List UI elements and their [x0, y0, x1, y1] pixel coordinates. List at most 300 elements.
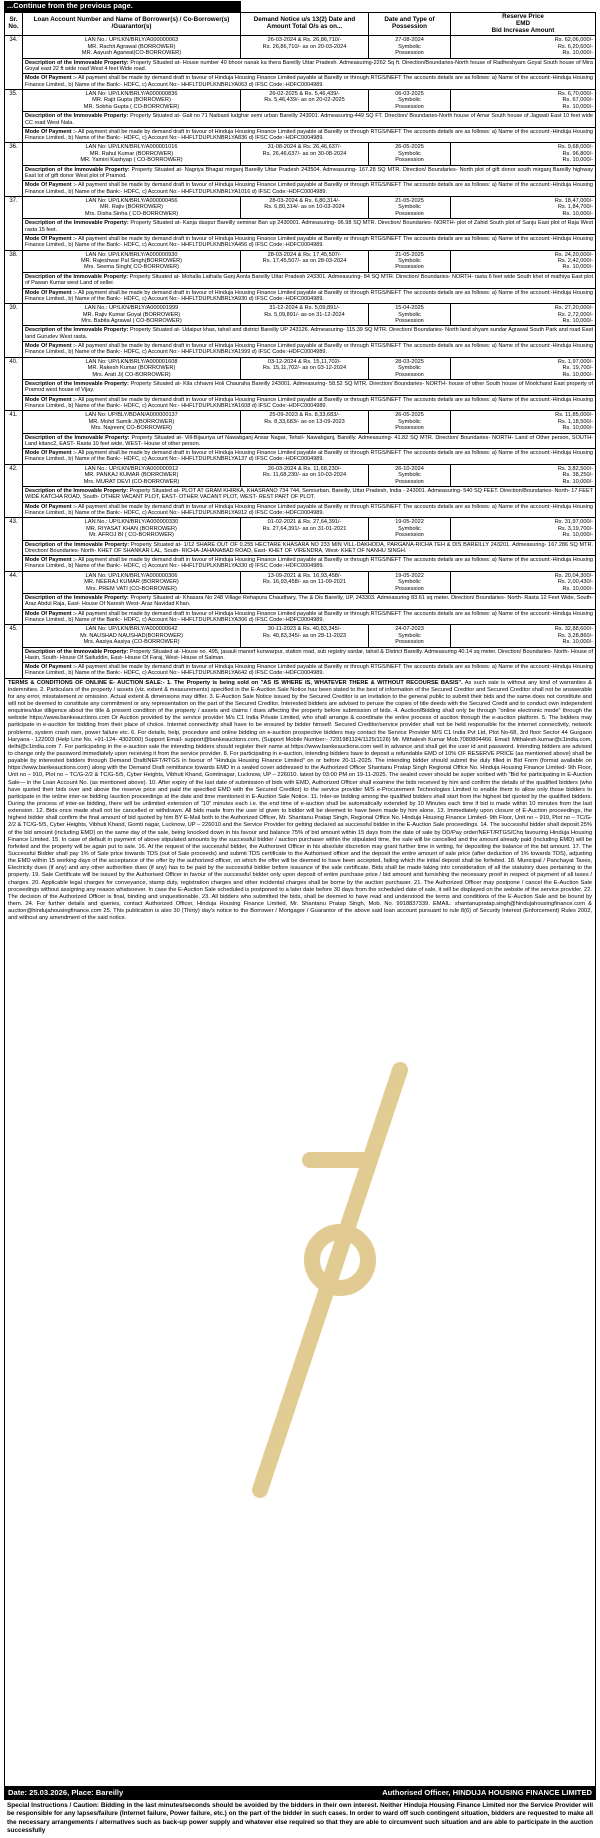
row-loan-cell — [23, 464, 241, 486]
possession-line: Possession — [395, 210, 424, 217]
description-text: Property Situated at- Kila chhavni Holi Chauraha Bareilly 243001. Admeasuring- 58.52 SQ MTR. Direction/ Boundaries- NORTH- house of other South house of Moolchand East property of Pramod west house of Vijay. — [25, 381, 594, 394]
demand-notice-line: 30-11-2023 & Rs. 40,83,345/- — [267, 626, 342, 633]
demand-notice-line: Rs. 5,46,439/- as on 20-02-2025 — [264, 97, 345, 104]
mode-text: All payment shall be made by demand draft in favour of Hinduja Housing Finance Limited payable at Bareilly or through RTGS/NEFT The accounts details are as follows: a) Name of the account:-Hinduja Housing Finance Limited., b) Name of the Bank:- HDFC, c) Account No:- HHFLTDUPLKNBRLYA836 d) IFSC Code:-HDFC0004989. — [25, 128, 593, 142]
possession-line: 21-05-2025 — [395, 251, 424, 258]
row-possession-cell — [369, 571, 451, 593]
row-sr: 36. — [5, 143, 23, 197]
mode-text: All payment shall be made by demand draft in favour of Hinduja Housing Finance Limited payable at Bareilly or through RTGS/NEFT The accounts details are as follows: a) Name of the account:-Hinduja Housing Finance Limited., b) Name of the Bank:- HDFC, c) Account No:- HHFLTDUPLKNBRLYA642 d) IFSC Code:-HDFC0004989. — [25, 664, 593, 677]
description-label: Description of the Immovable Property: — [25, 648, 129, 655]
row-possession-cell — [369, 89, 451, 111]
demand-notice-line: Rs. 15,11,702/- as on 03-12-2024 — [262, 365, 347, 372]
description-label: Description of the Immovable Property: — [25, 541, 130, 548]
loan-account-number: LAN No: UP/LKN/BRLY/A000001016 — [85, 144, 178, 151]
row-reserve-cell — [451, 518, 596, 540]
loan-account-number: LAN No.: UP/LKN/BRLY/A000001999 — [84, 305, 179, 312]
borrower-name: MR. Rahul Kumar (BORROWER) — [89, 150, 174, 157]
row-payment — [5, 127, 596, 143]
mode-label: Mode Of Payment :- — [25, 128, 77, 135]
property-description — [23, 594, 596, 610]
mode-of-payment — [23, 502, 596, 518]
loan-account-number: LAN No.: UP/LKN/BRLY/A000000063 — [84, 37, 179, 44]
possession-line: Symbolic — [398, 150, 421, 157]
possession-line: Symbolic — [398, 579, 421, 586]
row-demand-cell — [241, 197, 369, 219]
mode-of-payment — [23, 663, 596, 679]
row-demand-cell — [241, 143, 369, 165]
header-demand: Demand Notice u/s 13(2) Date and Amount Total O/s as on... — [241, 12, 369, 36]
row-payment — [5, 288, 596, 304]
mode-label: Mode Of Payment :- — [25, 503, 77, 510]
table-row — [5, 411, 596, 433]
mode-of-payment — [23, 288, 596, 304]
description-label: Description of the Immovable Property: — [25, 59, 129, 66]
demand-notice-line: Rs. 11,68,230/- as on 10-03-2024 — [262, 472, 347, 479]
demand-notice-line: Rs. 8,33,683/- as on 13-09-2023 — [264, 418, 345, 425]
description-text: Property Situated at- Kanja daspur Bareilly seminar Ban up 2430001. Admeasuring- 96.98 SQ MTR. Direction/ Boundaries- NORTH- plot of Zahid South plot of Sanju East plot of Raja West rasta 15 feet. — [25, 220, 594, 233]
table-row — [5, 518, 596, 540]
row-payment — [5, 234, 596, 250]
continue-banner: ...Continue from the previous page. — [4, 1, 241, 12]
reserve-price: Rs. 11,85,000/- — [555, 412, 593, 419]
property-description — [23, 272, 596, 288]
mode-text: All payment shall be made by demand draft in favour of Hinduja Housing Finance Limited payable at Bareilly or through RTGS/NEFT The accounts details are as follows: a) Name of the account:-Hinduja Housing Finance Limited., b) Name of the Bank:- HDFC, c) Account No:- HHFLTDUPLKNBRLYA930 d) IFSC Code:-HDFC0004989. — [25, 289, 593, 302]
row-sr: 41. — [5, 411, 23, 465]
footer-bar — [4, 1787, 596, 1800]
row-payment — [5, 449, 596, 465]
possession-line: Symbolic — [398, 204, 421, 211]
row-loan-cell — [23, 197, 241, 219]
description-text: Property Situated at- PLOT AT GRAM KHIRKA, KHASRANO 734 744, Semiurban, Bareilly, Uttar Pradesh, India - 243001. Admeasuring- 540 SQ FEET. Direction/Boundaries- North- 17 FEET WIDE KATCHA ROAD, South- OTHER VACANT PLOT, EAST- OTHER VACANT PLOT, WEST- REST PART OF PLOT. — [25, 488, 593, 501]
description-label: Description of the Immovable Property: — [25, 327, 129, 334]
borrower-name: Mr. NAUSHAD NAUSHAD(BORROWER) — [80, 632, 183, 639]
demand-notice-line: Rs. 26,46,637/- as on 30-08-2024 — [262, 150, 347, 157]
row-payment — [5, 181, 596, 197]
row-loan-cell — [23, 571, 241, 593]
possession-line: Symbolic — [398, 258, 421, 264]
bid-increase-amount: Rs. 10,000/- — [562, 425, 593, 432]
possession-line: Symbolic — [398, 311, 421, 318]
borrower-name: MR. Aayush Agarwal(CO-BORROWER) — [81, 50, 182, 57]
borrower-name: MR. Rajiv (BORROWER) — [99, 204, 164, 211]
row-reserve-cell — [451, 197, 596, 219]
footer-authority: Authorised Officer, HINDUJA HOUSING FINANCE LIMITED — [382, 1788, 592, 1798]
mode-text: All payment shall be made by demand draft in favour of Hinduja Housing Finance Limited payable at Bareilly or through RTGS/NEFT The accounts details are as follows: a) Name of the account:-Hinduja Housing Finance Limited., b) Name of the Bank:- HDFC, c) Account No:- HHFLTDUPLKNBRLYA1016 d) IFSC Code:-HDFC0004989. — [25, 182, 593, 195]
row-description — [5, 647, 596, 663]
description-label: Description of the Immovable Property: — [25, 434, 130, 441]
possession-line: Symbolic — [398, 525, 421, 532]
demand-notice-line: 13-09-2021 & Rs. 16,93,458/- — [267, 572, 342, 579]
possession-line: Possession — [395, 264, 424, 271]
row-demand-cell — [241, 464, 369, 486]
emd-amount: Rs. 38,250/- — [562, 472, 593, 479]
row-loan-cell — [23, 411, 241, 433]
row-description — [5, 112, 596, 128]
mode-label: Mode Of Payment :- — [25, 75, 77, 82]
loan-account-number: LAN No.: UP/LKN/BRLY/A000000330 — [84, 519, 179, 526]
reserve-price: Rs. 31,97,000/- — [554, 519, 593, 526]
reserve-price: Rs. 6,70,000/- — [557, 90, 593, 97]
mode-label: Mode Of Payment :- — [25, 343, 77, 350]
possession-line: Possession — [395, 318, 424, 324]
row-sr: 37. — [5, 197, 23, 251]
borrower-name: Mrs. Arati Ji( CO-BORROWER) — [92, 371, 171, 378]
row-possession-cell — [369, 357, 451, 379]
bid-increase-amount: Rs. 10,000/- — [562, 157, 593, 164]
description-text: Property Situated at- House number 40 bhoor nanak ka thera Bareilly Uttar Pradesh. Admeasuring-2262 Sq ft. Direction/Boundaries-North house of Radheshyam Goyal South house of Mira Goyal east 22 ft wide road West 4 feet Wide road. — [25, 59, 593, 73]
header-bid-label: Bid Increase Amount — [491, 26, 555, 34]
property-description — [23, 540, 596, 556]
table-row — [5, 357, 596, 379]
mode-of-payment — [23, 609, 596, 625]
mode-of-payment — [23, 395, 596, 411]
borrower-name: MR. Rajit Gupta (BORROWER) — [92, 97, 171, 104]
borrower-name: MR. Yamini Kashyap ( CO-BORROWER) — [80, 157, 183, 164]
borrower-name: MR. Rachit Agrawal (BORROWER) — [87, 43, 176, 50]
demand-notice-line: 26-03-2024 & Rs. 26,86,710/- — [267, 37, 342, 44]
reserve-price: Rs. 32,88,600/- — [554, 626, 593, 633]
loan-account-number: LAN No: UP/LKN/BRLY/A000000836 — [85, 90, 178, 97]
mode-label: Mode Of Payment :- — [25, 235, 77, 242]
borrower-name: Mrs. Babita Agrawal ( CO-BORROWER) — [81, 318, 182, 324]
possession-line: 27-08-2024 — [395, 37, 424, 44]
row-reserve-cell — [451, 625, 596, 647]
emd-amount: Rs. 2,00,430/- — [557, 579, 593, 586]
possession-line: Possession — [395, 639, 424, 646]
property-description — [23, 647, 596, 663]
possession-line: Possession — [395, 50, 424, 57]
demand-notice-line: Rs. 6,80,314/- as on 10-03-2024 — [264, 204, 345, 211]
possession-line: Possession — [395, 532, 424, 539]
table-row — [5, 197, 596, 219]
table-row — [5, 250, 596, 272]
row-reserve-cell — [451, 36, 596, 58]
mode-text: All payment shall be made by demand draft in favour of Hinduja Housing Finance Limited payable at Bareilly or through RTGS/NEFT The accounts details are as follows: a) Name of the account:-Hinduja Housing Finance Limited., b) Name of the Bank:- HDFC, c) Account No:- HHFLTDUPLKNBRLYA912 d) IFSC Code:-HDFC0004989. — [25, 503, 593, 516]
row-description — [5, 272, 596, 288]
bid-increase-amount: Rs. 10,000/- — [562, 478, 593, 485]
row-possession-cell — [369, 36, 451, 58]
mode-of-payment — [23, 342, 596, 358]
demand-notice-line: Rs. 27,64,391/- as on 31-01-2021 — [262, 525, 347, 532]
mode-label: Mode Of Payment :- — [25, 396, 77, 403]
description-text: Property Situated at- Nagriya Bhagat mirganj Bareilly Uttar Pradesh 243504. Admeasuring- 167.28 SQ MTR. Direction/ Boundaries- North plot of gift donor south mirganj Bareilly highway East lot of gift donor West plot of Pramod. — [25, 166, 594, 180]
row-loan-cell — [23, 250, 241, 272]
demand-notice-line: Rs. 40,83,345/- as on 28-11-2023 — [262, 632, 347, 639]
loan-account-number: LAN No: UP/LKN/BRLY/A000001608 — [85, 358, 178, 365]
mode-label: Mode Of Payment :- — [25, 289, 77, 296]
row-description — [5, 433, 596, 449]
reserve-price: Rs. 18,47,000/- — [554, 198, 593, 204]
row-sr: 40. — [5, 357, 23, 411]
borrower-name: Mrs. Seema Singh( CO-BORROWER) — [83, 264, 180, 271]
row-payment — [5, 74, 596, 90]
description-text: Property Situated at- 1/12 SHARE OUT OF 0.255 HECTARE KHASARA NO 233 MIN VILL-DAKHODA, PARGANA-RICHA TEH & DIS BAREILLY 243201. Admeasuring- 167.286 SQ MTR. Direction/ Boundaries- North- KHET OF SHANKAR LAL, South- RICHA-JAHANABAD ROAD, East- KHET OF VIRENDRA, West- KHET OF NANHU SINGH. — [25, 541, 593, 554]
row-demand-cell — [241, 411, 369, 433]
row-sr: 39. — [5, 304, 23, 358]
mode-text: All payment shall be made by demand draft in favour of Hinduja Housing Finance Limited payable at Bareilly or through RTGS/NEFT The accounts details are as follows: a) Name of the account:-Hinduja Housing Finance Limited., b) Name of the Bank:- HDFC, c) Account No:- HHFLTDUPLKNBRLYA330 d) IFSC Code:-HDFC0004989. — [25, 557, 593, 570]
row-loan-cell — [23, 36, 241, 58]
description-label: Description of the Immovable Property: — [25, 166, 130, 173]
terms-body: As such sale is without any kind of warranties & indemnities. 2. Particulars of the property / assets (viz. extent & measurements) specified in the E-Auction Sale Notice has been stated to the best of information of the Secured Creditor and Secured Creditor shall not be answerable for any error, misstatement or omission. Actual extent & dimensions may differ. 3. E-Auction Sale Notice issued by the Secured Creditor is an invitation to the general public to submit their bids and the same does not constitute and will not be deemed to constitute any commitment or any representation on the part of the Secured Creditor. Interested bidders are advised to peruse the copies of title deeds with the Secured Credit and to conduct own independent enquiries/due diligence about the title & present condition of the property / assets and claims / dues affecting the property before submission of bids. 4. Auction/Bidding shall only be through "online electronic mode" through the website https://www.bankeauctions.com Or Auction provided by the service provider M/s C1 India Private Limited, who shall arrange & coordinate the entire process of auction through the e-auction platform. 5. The bidders may participate in e-auction for bidding from their place of choice. Internet connectivity shall have to be ensured by bidder himself. Secured Creditor/service provider shall not be held responsible for the internet connectivity, network problems, system crash own, power failure etc. 6. For details, help, procedure and online bidding on e-auction prospective bidders may contact the Service Provider M/S C1 India Pvt Ltd, Plot No-68, 3rd floor Sector 44 Gurgaon Haryana - 122003 (Help Line No. +91-124- 4302000) Support Email- support@bankeauctions.com, (Support Mobile Number:- 7291981124/1125/1126) Mr. Mithalesh Kumar Mob.7080804466. Email: Mithalesh.kumar@c1india.com, delhi@c1india.com 7. For participating in the e-auction sale the intending bidders should register their name at https://www.bankeauctions.com well in advance and shall get the user id and password. Intending bidders are advised to change only the password immediately upon receiving it from the service provider. 8. For participating in e-auction, intending bidders have to deposit a refundable EMD of 10% OF RESERVE PRICE (as mentioned above) shall be payable by interested bidders through Demand Draft/NEFT/RTGS in favour of "Hinduja Housing Finance Limited" on or before 20-11-2025. The intending bidder should submit the duly filled in Bid Form (format available on https://www.bankeauctions.com) along with the Demand Draft remittance towards EMD in a sealed cover addressed to the Authorized Officer Shantanu Pratap Singh Regional Office No. Hinduja Housing Finance Limited- 9th Floor, Unit no – 910, Plot no – TC/G-2/2 & TC/G-5/5, Cyber Heights, Vibhuti Khand, Gomtinagar, Lucknow, UP – 226010. latest by 03:00 PM on 19-11-2025. The sealed cover should be super scribed with "Bid for participating in E-Auction Sale— in the Loan Account No. (as mentioned above). 10. After expiry of the last date of submission of bids with EMD, Authorized Officer shall examine the bids received by him and confirm the details of the qualified bidders (who have quoted their bids over and above the reserve price and paid the specified EMD with the Secured Creditor) to the service provider M/S e-Procurement Technologies Limited to enable them to allow only those bidders to participate in the online inter-se bidding /auction proceedings at the date and time mentioned in E-Auction Sale Notice. 11. Inter-se bidding among the qualified bidders shall start from the highest bid quoted by the qualified bidders. During the process of inter-se bidding, there will be unlimited extension of "10" minutes each i.e. the end time of e-auction shall be automatically extended by 10 Minutes each time if bid is made within 10 minutes from the last extension. 12. Bids once made shall not be cancelled or withdrawn. All bids made from the user id given to bidder will be deemed to have been made by him alone. 13. Immediately upon closure of E-Auction proceedings, the highest bidder shall confirm the final amount of bid quoted by him BY E-Mail both to the Authorized Officer, Mr. Shantanu Pratap Singh, Regional Office No. Hinduja Housing Finance Limited- 9th Floor, Unit no – 910, Plot no – TC/G-2/2 & TC/G-5/5, Cyber Heights, Vibhuti Khand, Gomti nagar, Lucknow, UP – 226010 and the Service Provider for getting declared as successful bidder in the E-Auction Sale proceedings. 14. The successful bidder shall deposit 25% of the bid amount (including EMD) on the same day of the sale, being knocked down in his favour and balance 75% of bid amount within 15 days from the date of sale by DD/Pay order/NEFT/RTGS/Chq favouring Hinduja Housing Finance Limited. 15. In case of default in payment of above stipulated amounts by the successful bidder / auction purchaser within the stipulated time, the sale will be cancelled and the amount already paid (including EMD) will be forfeited and the property will be again put to sale. 16. At the request of the successful bidder, the Authorized Officer in his absolute discretion may grant further time in writing, for depositing the balance of the bid amount. 17. The Successful Bidder shall pay 1% of Sale price towards TDS (out of Sale proceeds) and submit TDS certificate to the Authorised officer and the deposit the entire amount of sale price (after deduction of 1% towards TDS), adjusting the EMD within 15 working days of the acceptance of the offer by the authorized officer, on which the offer will be deemed to have been accepted, failing which the initial deposit shall be forfeited. 18. Municipal / Panchayat Taxes, Electricity dues (if any) and any other authorities dues (if any) has to be paid by the successful bidder before issuance of the sale certificate. Bids shall be made taking into consideration of all the statutory dues pertaining to the property. 19. Sale Certificate will be issued by the Authorised Officer in favour of the successful bidder only upon deposit of entire purchase price / bid amount and furnishing the necessary proof in respect of payment of all taxes / charges. 20. Applicable legal charges for conveyance, stamp duty, registration charges and other incidental charges shall be borne by the auction purchaser. 21. The Authorized Officer may postpone / cancel the E-Auction Sale proceedings without assigning any reason whatsoever. In case the E-Auction Sale scheduled is postponed to a later date before 30 days from the scheduled date of sale, it will be displayed on the website of the service provider. 22. The decision of the Authorized Officer is final, binding and unquestionable. 23. All bidders who submitted the bids, shall be deemed to have read and understood the terms and conditions of the E-Auction Sale and be bound by them. 24. For further details and queries, contact Authorized Officer, Hinduja Housing Finance Limited, Mr. Shantanu Pratap Singh, Mob. No. 9918837339. EMAIL: shantanupratap.singh@hindujahousingfinance.com & auction@hindujahousingfinance.com 25. This publication is also 30 (Thirty) day's notice to the Borrower / Mortgagor / Guarantor of the above said loan account pursuant to rule 8(6) of Security Interest (Enforcement) Rules 2002, and without any amendment of the said notice. — [8, 679, 592, 922]
demand-notice-line: 28-03-2024 & Rs. 6,80,314/- — [269, 198, 340, 204]
header-reserve — [451, 12, 596, 36]
row-possession-cell — [369, 518, 451, 540]
row-sr: 44. — [5, 571, 23, 625]
mode-of-payment — [23, 181, 596, 197]
emd-amount: Rs. 2,72,000/- — [557, 311, 593, 318]
row-payment — [5, 556, 596, 572]
table-row — [5, 143, 596, 165]
row-description — [5, 326, 596, 342]
borrower-name: Mrs. PREM VATI (CO-BORROWER) — [86, 585, 177, 592]
possession-line: 24-07-2023 — [395, 626, 424, 633]
borrower-name: Mrs. Najreen( CO-BORROWER) — [90, 425, 173, 432]
possession-line: Symbolic — [398, 418, 421, 425]
borrower-name: MR. Rajeshwar Pal Singh(BORROWER) — [80, 258, 183, 264]
emd-amount: Rs. 96,800/- — [562, 150, 593, 157]
possession-line: Symbolic — [398, 472, 421, 479]
row-description — [5, 165, 596, 181]
mode-of-payment — [23, 556, 596, 572]
row-reserve-cell — [451, 411, 596, 433]
row-sr: 45. — [5, 625, 23, 679]
row-description — [5, 219, 596, 235]
bid-increase-amount: Rs. 10,000/- — [562, 50, 593, 57]
possession-line: Possession — [395, 371, 424, 378]
row-sr: 35. — [5, 89, 23, 143]
row-demand-cell — [241, 304, 369, 326]
loan-account-number: LAN No: UP/LKN/BRLY/A000000306 — [85, 572, 178, 579]
reserve-price: Rs. 1,97,000/- — [557, 358, 593, 365]
row-payment — [5, 342, 596, 358]
borrower-name: Mrs. Disha Sinha ( CO-BORROWER) — [84, 210, 179, 217]
reserve-price: Rs. 9,68,000/- — [557, 144, 593, 151]
row-possession-cell — [369, 250, 451, 272]
table-body — [5, 36, 596, 678]
row-reserve-cell — [451, 89, 596, 111]
footer-date-place: Date: 25.03.2026, Place: Bareilly — [8, 1788, 124, 1798]
property-description — [23, 487, 596, 503]
row-demand-cell — [241, 357, 369, 379]
mode-of-payment — [23, 127, 596, 143]
loan-account-number: LAN No: UP/LKN/BRLY/A000000642 — [85, 626, 178, 633]
header-possession: Date and Type of Possession — [369, 12, 451, 36]
table-row — [5, 625, 596, 647]
borrower-name: MR. Rakesh Kumar (BORROWER) — [87, 365, 176, 372]
table-row — [5, 89, 596, 111]
possession-line: Symbolic — [398, 632, 421, 639]
row-sr: 34. — [5, 36, 23, 90]
emd-amount: Rs. 1,18,500/- — [557, 418, 593, 425]
possession-line: 19-05-2022 — [395, 572, 424, 579]
header-emd-label: EMD — [516, 19, 530, 27]
reserve-price: Rs. 3,82,500/- — [557, 465, 593, 472]
mode-text: All payment shall be made by demand draft in favour of Hinduja Housing Finance Limited payable at Bareilly or through RTGS/NEFT The accounts details are as follows: a) Name of the account:-Hinduja Housing Finance Limited., b) Name of the Bank:- HDFC, c) Account No:- HHFLTDUPLKNBRLYA306 d) IFSC Code:-HDFC0004989. — [25, 610, 593, 623]
row-possession-cell — [369, 143, 451, 165]
demand-notice-line: 01-02-2021 & Rs. 27,64,391/- — [267, 519, 342, 526]
description-label: Description of the Immovable Property: — [25, 220, 129, 227]
row-payment — [5, 609, 596, 625]
bid-increase-amount: Rs. 10,000/- — [562, 532, 593, 539]
demand-notice-line: 31-08-2024 & Rs. 26,46,637/- — [267, 144, 342, 151]
property-description — [23, 219, 596, 235]
property-description — [23, 165, 596, 181]
row-demand-cell — [241, 250, 369, 272]
borrower-name: MR. PANKAJ KUMAR (BORROWER) — [84, 472, 179, 479]
possession-line: Possession — [395, 425, 424, 432]
description-text: Property Situated at- Khasara No 248 Village Rehapura Chaudhary, The & Dis Bareilly, UP, 243303. Admeasuring 83.61 sq meter. Direction/ Boundaries- North- Rasta 12 Feet Wide, South- Araz Abdul Raja, East- House Of Naresh West- Araz Navidad Khan. — [25, 595, 593, 608]
description-text: Property Situated at- Gali no 71 Naibasti katghar semi urban Bareilly 243001. Admeasuring-449 SQ FT. Direction/ Boundaries-North house of Amar South house of Jagwati East 10 feet wide CC road West Nala. — [25, 113, 593, 126]
row-description — [5, 58, 596, 74]
row-loan-cell — [23, 625, 241, 647]
loan-account-number: LAN No: UP/LKN/BRLY/A000000456 — [85, 198, 178, 204]
mode-label: Mode Of Payment :- — [25, 450, 77, 457]
row-demand-cell — [241, 89, 369, 111]
demand-notice-line: 25-09-2023 & Rs. 8,33,683/- — [269, 412, 340, 419]
demand-notice-line: Rs. 16,93,458/- as on 11-09-2021 — [262, 579, 347, 586]
description-label: Description of the Immovable Property: — [25, 488, 129, 495]
header-reserve-label: Reserve Price — [502, 12, 544, 20]
description-text: Property Situated at- Mohalla Lathaila Ganj Aonla Bareilly Uttar Pradesh 243301. Admeasuring- 84 SQ MTR. Direction/ Boundaries- NORTH- rasta 6 feet wide South khet of mathiya East plot of Pawan Kumar west Land of seller. — [25, 273, 594, 287]
emd-amount: Rs. 19,700/- — [562, 365, 593, 372]
mode-of-payment — [23, 234, 596, 250]
possession-line: 26-05-2025 — [395, 412, 424, 419]
emd-amount: Rs. 6,20,600/- — [557, 43, 593, 50]
row-reserve-cell — [451, 357, 596, 379]
mode-label: Mode Of Payment :- — [25, 182, 77, 189]
mode-of-payment — [23, 74, 596, 90]
description-text: Property Situated at- Udaipur khas, tahsil and district Bareilly UP 243126. Admeasuring- 115.39 SQ MTR. Direction/ Boundaries- North land shyam sundar Agrawal South Park and road East land Gurudev West rasta. — [25, 327, 594, 340]
mode-text: All payment shall be made by demand draft in favour of Hinduja Housing Finance Limited payable at Bareilly or through RTGS/NEFT The accounts details are as follows: a) Name of the account:-Hinduja Housing Finance Limited., b) Name of the Bank:- HDFC, c) Account No:- HHFLTDUPLKNBRLYA063 d) IFSC Code:-HDFC0004989. — [25, 75, 593, 88]
table-row — [5, 464, 596, 486]
demand-notice-line: Rs. 17,45,507/- as on 28-03-2024 — [262, 258, 347, 264]
loan-account-number: LAN No: UP/BLY/BDAN/A000000137 — [85, 412, 178, 419]
possession-line: 21-05-2025 — [395, 198, 424, 204]
emd-amount: Rs. 2,42,000/- — [557, 258, 593, 264]
property-table — [4, 12, 596, 679]
mode-text: All payment shall be made by demand draft in favour of Hinduja Housing Finance Limited payable at Bareilly or through RTGS/NEFT The accounts details are as follows: a) Name of the account:-Hinduja Housing Finance Limited., b) Name of the Bank:- HDFC, c) Account No:- HHFLTDUPLKNBRLYA137 d) IFSC Code:-HDFC0004989. — [25, 450, 593, 463]
emd-amount: Rs. 3,19,700/- — [557, 525, 593, 532]
borrower-name: Mr. AFROJ BI ( CO-BORROWER) — [89, 532, 174, 539]
special-instructions: Special Instructions / Caution: Bidding in the last minutes/seconds should be avoided by the bidders in their own interest. Neither Hinduja Housing Finance Limited nor the Service Provider will be responsible for any lapses/failure (Internet failure, Power failure, etc.) on the part of the bidder in such cases. In order to ward off such contingent situation, bidders are requested to make all the necessary arrangements / alternatives such as back-up power supply and whatever else required so that they are able to circumvent such situation and are able to participate in the auction successfully — [7, 1802, 593, 1834]
mode-label: Mode Of Payment :- — [25, 664, 77, 671]
mode-label: Mode Of Payment :- — [25, 557, 77, 564]
header-loan: Loan Account Number and Name of Borrower(s) / Co-Borrower(s) /Guarantor(s) — [23, 12, 241, 36]
row-demand-cell — [241, 625, 369, 647]
terms-section — [4, 679, 596, 1788]
description-label: Description of the Immovable Property: — [25, 595, 129, 602]
row-reserve-cell — [451, 250, 596, 272]
possession-line: Symbolic — [398, 97, 421, 104]
property-description — [23, 326, 596, 342]
demand-notice-line: 26-02-2025 & Rs. 5,46,439/- — [269, 90, 340, 97]
emd-amount: Rs. 67,000/- — [562, 97, 593, 104]
possession-line: 19-05-2022 — [395, 519, 424, 526]
row-possession-cell — [369, 197, 451, 219]
bid-increase-amount: Rs. 10,000/- — [562, 103, 593, 110]
possession-line: 06-03-2025 — [395, 90, 424, 97]
mode-label: Mode Of Payment :- — [25, 610, 77, 617]
row-loan-cell — [23, 89, 241, 111]
row-sr: 38. — [5, 250, 23, 304]
description-label: Description of the Immovable Property: — [25, 381, 129, 387]
row-possession-cell — [369, 411, 451, 433]
borrower-name: Mrs. MURAT DEVI (CO-BORROWER) — [83, 478, 180, 485]
borrower-name: Mrs. Aasiya Aasiya (CO-BORROWER) — [83, 639, 180, 646]
row-loan-cell — [23, 143, 241, 165]
description-text: Property Situated at- Vill-Bijauriya urf Nawabganj Ansar Nagar, Tehsil- Nawabganj, Bareilly. Admeasuring- 41.82 SQ MTR. Direction/ Boundaries- NORTH- Land of Other person, SOUTH- Land kitanc2, EAST- Rasta 10 feet wide, WEST- House of other person. — [25, 434, 594, 447]
demand-notice-line: 31-12-2024 & Rs. 5,09,891/- — [269, 305, 340, 312]
possession-line: Possession — [395, 103, 424, 110]
row-reserve-cell — [451, 304, 596, 326]
description-text: Property Situated at- House no. 495, jasauli manorf kunwarpur, station road, sub registry sardar, tahsil & District Bareilly. Admeasuring 40.14 sq meter. Direction/ Boundaries- North- House of Hasin, South- House Of Saifuddin, East- House Of Faraj, West- House of Salman. — [25, 648, 593, 661]
possession-line: Symbolic — [398, 365, 421, 372]
row-loan-cell — [23, 518, 241, 540]
possession-line: Possession — [395, 585, 424, 592]
header-sr: Sr. No. — [5, 12, 23, 36]
row-payment — [5, 502, 596, 518]
table-row — [5, 304, 596, 326]
table-row — [5, 36, 596, 58]
possession-line: Possession — [395, 478, 424, 485]
borrower-name: MR. Rajiv Kumar Goyal (BORROWER) — [82, 311, 181, 318]
bid-increase-amount: Rs. 10,000/- — [562, 210, 593, 217]
property-description — [23, 380, 596, 396]
bid-increase-amount: Rs. 10,000/- — [562, 318, 593, 324]
reserve-price: Rs. 24,20,000/- — [554, 251, 593, 258]
row-payment — [5, 395, 596, 411]
row-payment — [5, 663, 596, 679]
row-demand-cell — [241, 36, 369, 58]
borrower-name: MR. Mohd Samik Ji(BORROWER) — [88, 418, 175, 425]
bid-increase-amount: Rs. 10,000/- — [562, 585, 593, 592]
possession-line: 15-04-2025 — [395, 305, 424, 312]
row-possession-cell — [369, 304, 451, 326]
row-demand-cell — [241, 518, 369, 540]
row-description — [5, 594, 596, 610]
borrower-name: MR. Sobha Gupta ( CO-BORROWER) — [83, 103, 180, 110]
mode-text: All payment shall be made by demand draft in favour of Hinduja Housing Finance Limited payable at Bareilly or through RTGS/NEFT The accounts details are as follows: a) Name of the account:-Hinduja Housing Finance Limited., b) Name of the Bank:- HDFC, c) Account No:- HHFLTDUPLKNBRLYA456 d) IFSC Code:-HDFC0004989. — [25, 235, 593, 249]
demand-notice-line: 26-03-2024 & Rs. 11,68,230/- — [267, 465, 342, 472]
demand-notice-line: Rs. 5,09,891/- as on 31-12-2024 — [264, 311, 345, 318]
row-description — [5, 540, 596, 556]
row-reserve-cell — [451, 143, 596, 165]
demand-notice-line: 03-12-2024 & Rs. 15,11,702/- — [267, 358, 342, 365]
row-possession-cell — [369, 625, 451, 647]
reserve-price: Rs. 27,20,000/- — [554, 305, 593, 312]
possession-line: 26-10-2024 — [395, 465, 424, 472]
row-reserve-cell — [451, 464, 596, 486]
mode-text: All payment shall be made by demand draft in favour of Hinduja Housing Finance Limited payable at Bareilly or through RTGS/NEFT The accounts details are as follows: a) Name of the account:-Hinduja Housing Finance Limited., b) Name of the Bank:- HDFC, c) Account No:- HHFLTDUPLKNBRLYA1999 d) IFSC Code:-HDFC0004989. — [25, 343, 593, 356]
row-description — [5, 380, 596, 396]
description-label: Description of the Immovable Property: — [25, 113, 129, 120]
reserve-price: Rs. 20,04,300/- — [554, 572, 593, 579]
row-sr: 43. — [5, 518, 23, 572]
bid-increase-amount: Rs. 10,000/- — [562, 371, 593, 378]
property-description — [23, 433, 596, 449]
row-possession-cell — [369, 464, 451, 486]
row-sr: 42. — [5, 464, 23, 518]
demand-notice-line: Rs. 26,86,710/- as on 20-03-2024 — [262, 43, 347, 50]
terms-heading: TERMS & CONDITIONS OF ONLINE E- AUCTION SALE:- 1. The Property is being sold on "AS IS WHERE IS, WHATEVER THERE & WITHOUT RECOURSE BASIS". — [8, 679, 463, 686]
loan-account-number: LAN No: UP/LKN/BRLY/A000000930 — [85, 251, 178, 258]
demand-notice-line: 28-03-2024 & Rs. 17,45,507/- — [267, 251, 342, 258]
mode-of-payment — [23, 449, 596, 465]
reserve-price: Rs. 62,06,000/- — [554, 37, 593, 44]
borrower-name: MR. RIYASAT KHAN (BORROWER) — [86, 525, 177, 532]
row-demand-cell — [241, 571, 369, 593]
possession-line: 28-03-2025 — [395, 358, 424, 365]
